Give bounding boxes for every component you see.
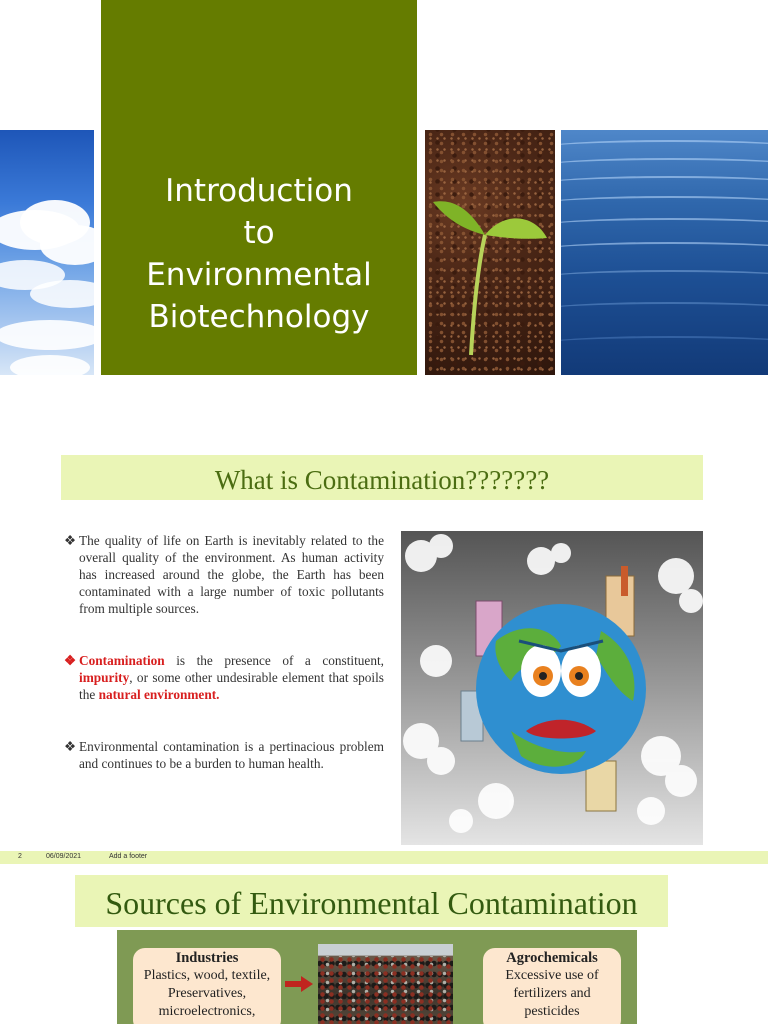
agrochemicals-line: pesticides xyxy=(524,1004,580,1019)
term-impurity: impurity xyxy=(79,670,130,685)
bullet-quality-of-life xyxy=(64,532,384,617)
polluted-earth-illustration xyxy=(401,531,703,845)
bullet-definition xyxy=(64,652,384,703)
industries-title: Industries xyxy=(175,950,239,966)
industries-card xyxy=(133,948,281,1024)
slide-title xyxy=(101,170,417,338)
sources-heading-band xyxy=(75,875,668,927)
industries-line: Plastics, wood, textile, xyxy=(143,968,271,983)
term-natural-environment: natural environment. xyxy=(98,687,220,702)
title-box xyxy=(101,0,417,375)
bullet-diamond-icon: ❖ xyxy=(64,739,76,754)
seedling-soil-image xyxy=(425,130,555,375)
bullet-health-burden xyxy=(64,738,384,772)
bullet-text: Environmental contamination is a pertinacious problem and continues to be a burden to human health. xyxy=(79,739,384,771)
bullet-text: , or some other undesirable element that spoils the xyxy=(79,670,384,702)
contamination-heading-band xyxy=(61,455,703,500)
bullet-diamond-icon: ❖ xyxy=(64,653,76,668)
scrap-pile-image xyxy=(318,944,453,1024)
footer-text: Add a footer xyxy=(109,853,148,860)
bullet-text: The quality of life on Earth is inevitably related to the overall quality of the environment. As human activity has increased around the globe, the Earth has been contaminated with a large number of toxic pollutants from multiple sources. xyxy=(79,533,384,616)
title-line: Introduction xyxy=(165,173,353,209)
sky-clouds-image xyxy=(0,130,94,375)
agrochemicals-card xyxy=(483,948,621,1024)
seedling-icon xyxy=(425,130,555,375)
sources-diagram xyxy=(117,930,637,1024)
industries-line: Preservatives, xyxy=(167,986,247,1001)
sources-heading: Sources of Environmental Contamination xyxy=(105,885,638,921)
agrochemicals-line: fertilizers and xyxy=(513,986,591,1001)
bullet-list xyxy=(64,532,384,772)
bullet-diamond-icon: ❖ xyxy=(64,533,76,548)
slide-footer xyxy=(0,851,768,864)
industries-line: microelectronics, xyxy=(158,1004,256,1019)
bullet-text: is the presence of a constituent, xyxy=(164,653,384,668)
arrow-right-icon xyxy=(285,976,313,992)
ocean-water-image xyxy=(561,130,768,375)
slide-number: 2 xyxy=(18,853,22,860)
term-contamination: Contamination xyxy=(79,653,165,668)
title-slide xyxy=(0,0,768,410)
agrochemicals-title: Agrochemicals xyxy=(506,950,598,966)
title-line: to xyxy=(243,215,275,251)
title-line: Biotechnology xyxy=(148,299,370,335)
contamination-heading: What is Contamination??????? xyxy=(214,465,550,495)
title-line: Environmental xyxy=(146,257,372,293)
footer-date: 06/09/2021 xyxy=(46,853,82,860)
sad-earth-icon xyxy=(401,531,703,845)
agrochemicals-line: Excessive use of xyxy=(505,968,599,983)
